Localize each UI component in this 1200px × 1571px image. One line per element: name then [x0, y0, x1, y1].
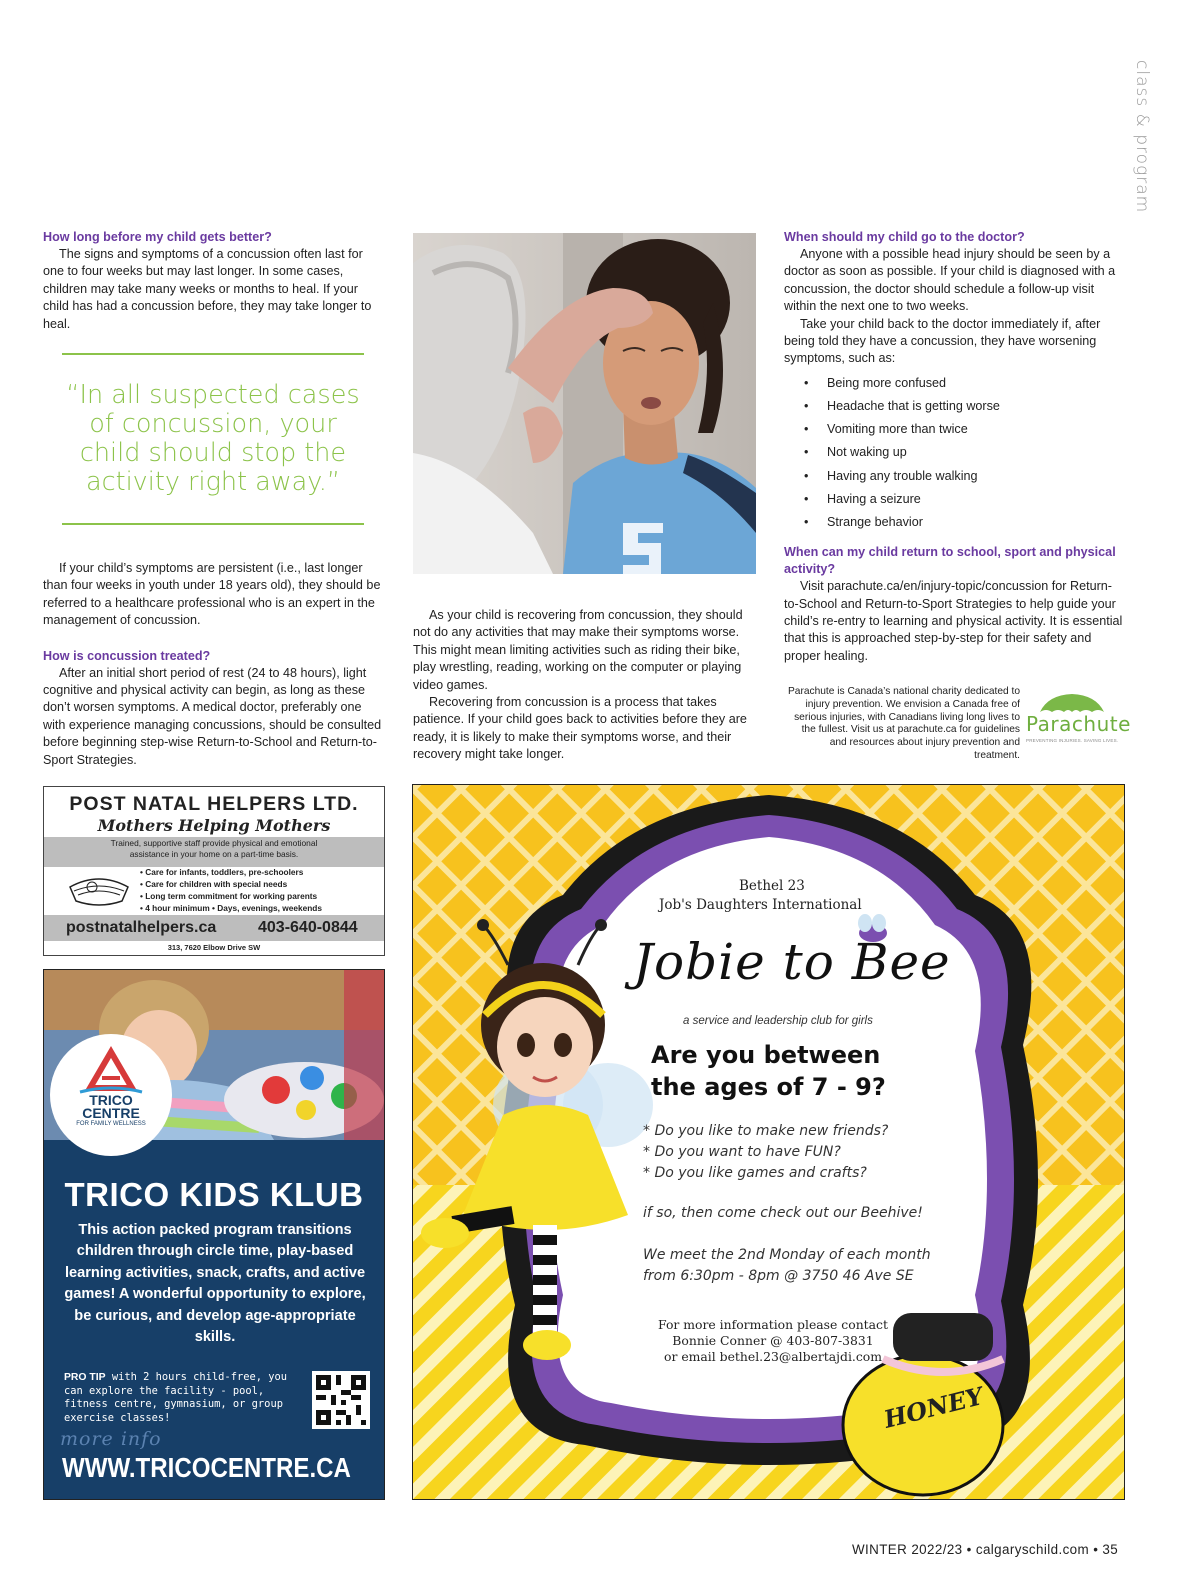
ad-phone[interactable]: 403-640-0844 — [258, 919, 358, 936]
pull-quote: “In all suspected cases of concussion, your child should stop the activity right away.” — [66, 380, 360, 497]
list-item: * Do you like games and crafts? — [643, 1165, 867, 1181]
ad-title: POST NATAL HELPERS LTD. — [69, 793, 359, 815]
paragraph-patience: Recovering from concussion is a process that takes patience. If your child goes back to activities before they are ready, it is likely to make their symptoms worse, and their recovery might take longer. — [413, 695, 747, 762]
list-item: • Care for children with special needs — [140, 879, 288, 889]
paragraph-doctor: Anyone with a possible head injury should be seen by a doctor as soon as possible. If your child is diagnosed with a concussion, the doctor should schedule a follow-up visit within the next one to two weeks. — [784, 247, 1116, 314]
paragraph-how-long: The signs and symptoms of a concussion often last for one to four weeks but may last longer. In some cases, children may take many weeks or months to heal. If your child has had a concussion before, they may take longer to heal. — [43, 247, 372, 331]
paragraph-return: Visit parachute.ca/en/injury-topic/concussion for Return-to-School and Return-to-Sport Strategies to help guide your child’s re-entry to learning and physical activity. It is essential that this is approached step-by-step for their safety and proper healing. — [784, 579, 1123, 663]
ad-body: This action packed program transitions children through circle time, play-based learning activities, snack, crafts, and active games! A wonderful opportunity to explore, be curious, and develop age-appropriate skills. — [64, 1222, 366, 1346]
question-list — [643, 1121, 888, 1184]
right-column — [784, 229, 1126, 665]
list-item: * Do you like to make new friends? — [643, 1123, 889, 1139]
list-item: • Strange behavior — [784, 511, 1126, 534]
qr-code-icon[interactable] — [312, 1371, 370, 1429]
more-info-label: more info — [60, 1428, 162, 1450]
middle-column — [413, 607, 758, 764]
heading-treatment: How is concussion treated? — [43, 648, 211, 663]
list-item: • Vomiting more than twice — [784, 418, 1126, 441]
heading-how-long: How long before my child gets better? — [43, 230, 272, 244]
pro-tip: PRO TIP with 2 hours child-free, you can explore the facility - pool, fitness centre, gymnasium, or group exercise classes! — [64, 1371, 287, 1424]
left-column-lower — [43, 560, 385, 769]
org-line: Job's Daughters International — [659, 897, 862, 913]
list-item: • 4 hour minimum • Days, evenings, weekends — [140, 903, 322, 913]
ad-subtitle: Trained, supportive staff provide physical and emotional assistance in your home on a part-time basis. — [110, 838, 318, 859]
list-item: • Headache that is getting worse — [784, 395, 1126, 418]
bethel-line: Bethel 23 — [739, 878, 805, 894]
contact-info: For more information please contact Bonnie Conner @ 403-807-3831 or email bethel.23@albertajdi.com — [658, 1317, 888, 1364]
services-list — [140, 866, 322, 914]
left-column — [43, 229, 385, 333]
parachute-logo: Parachute PREVENTING INJURIES. SAVING LIVES. — [1026, 692, 1118, 748]
heading-doctor: When should my child go to the doctor? — [784, 230, 1025, 244]
paragraph-recovering: As your child is recovering from concussion, they should not do any activities that may make their symptoms worse. This might mean limiting activities such as riding their bike, play wrestling, reading, working on the computer or playing video games. — [413, 608, 743, 692]
list-item: • Having any trouble walking — [784, 465, 1126, 488]
trico-kids-klub-ad[interactable] — [43, 969, 385, 1500]
bassinet-icon — [64, 867, 134, 913]
list-item: * Do you want to have FUN? — [643, 1144, 841, 1160]
list-item: • Care for infants, toddlers, pre-schoolers — [140, 867, 304, 877]
trico-website-link[interactable]: WWW.TRICOCENTRE.CA — [62, 1452, 351, 1483]
post-natal-helpers-ad[interactable] — [43, 786, 385, 956]
paragraph-treatment: After an initial short period of rest (24 to 48 hours), light cognitive and physical activity can begin, as long as these don’t worsen symptoms. A medical doctor, preferably one with experience managing concussions, should be consulted before beginning step-wise Return-to-School and Return-to-Sport Strategies. — [43, 665, 382, 767]
meeting-info: We meet the 2nd Monday of each month from 6:30pm - 8pm @ 3750 46 Ave SE — [643, 1247, 931, 1284]
paragraph-worsening: Take your child back to the doctor immediately if, after being told they have a concussion, they have worsening symptoms, such as: — [784, 316, 1101, 366]
parachute-note: Parachute is Canada’s national charity dedicated to injury prevention. We envision a Canada free of serious injuries, with Canadians living long lives to the fullest. Visit us at parachute.ca for guidelines and resources about injury prevention and treatment. — [787, 686, 1020, 761]
ad-tagline: Mothers Helping Mothers — [97, 816, 331, 835]
trico-triangle-icon — [50, 1038, 172, 1098]
list-item: • Long term commitment for working parents — [140, 891, 318, 901]
honey-label: HONEY — [880, 1381, 986, 1434]
pull-quote-box — [62, 353, 364, 525]
doctor-examining-teen-photo — [413, 233, 756, 574]
section-label: class & program — [1132, 60, 1152, 214]
invite-line: if so, then come check out our Beehive! — [643, 1205, 923, 1221]
photo-illustration — [413, 233, 756, 574]
age-question: Are you between the ages of 7 - 9? — [651, 1041, 886, 1101]
ad-address: 313, 7620 Elbow Drive SW — [167, 943, 261, 952]
ad-title: TRICO KIDS KLUB — [64, 1176, 364, 1213]
jobie-subtitle: a service and leadership club for girls — [683, 1015, 873, 1027]
trico-logo: TRICO CENTRE FOR FAMILY WELLNESS — [50, 1034, 172, 1156]
jobie-to-bee-ad[interactable] — [412, 784, 1125, 1500]
list-item: • Being more confused — [784, 372, 1126, 395]
ad-website-link[interactable]: postnatalhelpers.ca — [66, 919, 217, 936]
page-footer: WINTER 2022/23 • calgaryschild.com • 35 — [852, 1542, 1119, 1557]
jobie-title: Jobie to Bee — [633, 933, 951, 991]
symptom-list — [784, 372, 1126, 534]
paragraph-persistent: If your child’s symptoms are persistent (i.e., last longer than four weeks in youth under 18 years old), they should be referred to a healthcare professional who is an expert in the management of concussion. — [43, 561, 381, 628]
list-item: • Not waking up — [784, 441, 1126, 464]
list-item: • Having a seizure — [784, 488, 1126, 511]
heading-return: When can my child return to school, sport and physical activity? — [784, 545, 1116, 577]
